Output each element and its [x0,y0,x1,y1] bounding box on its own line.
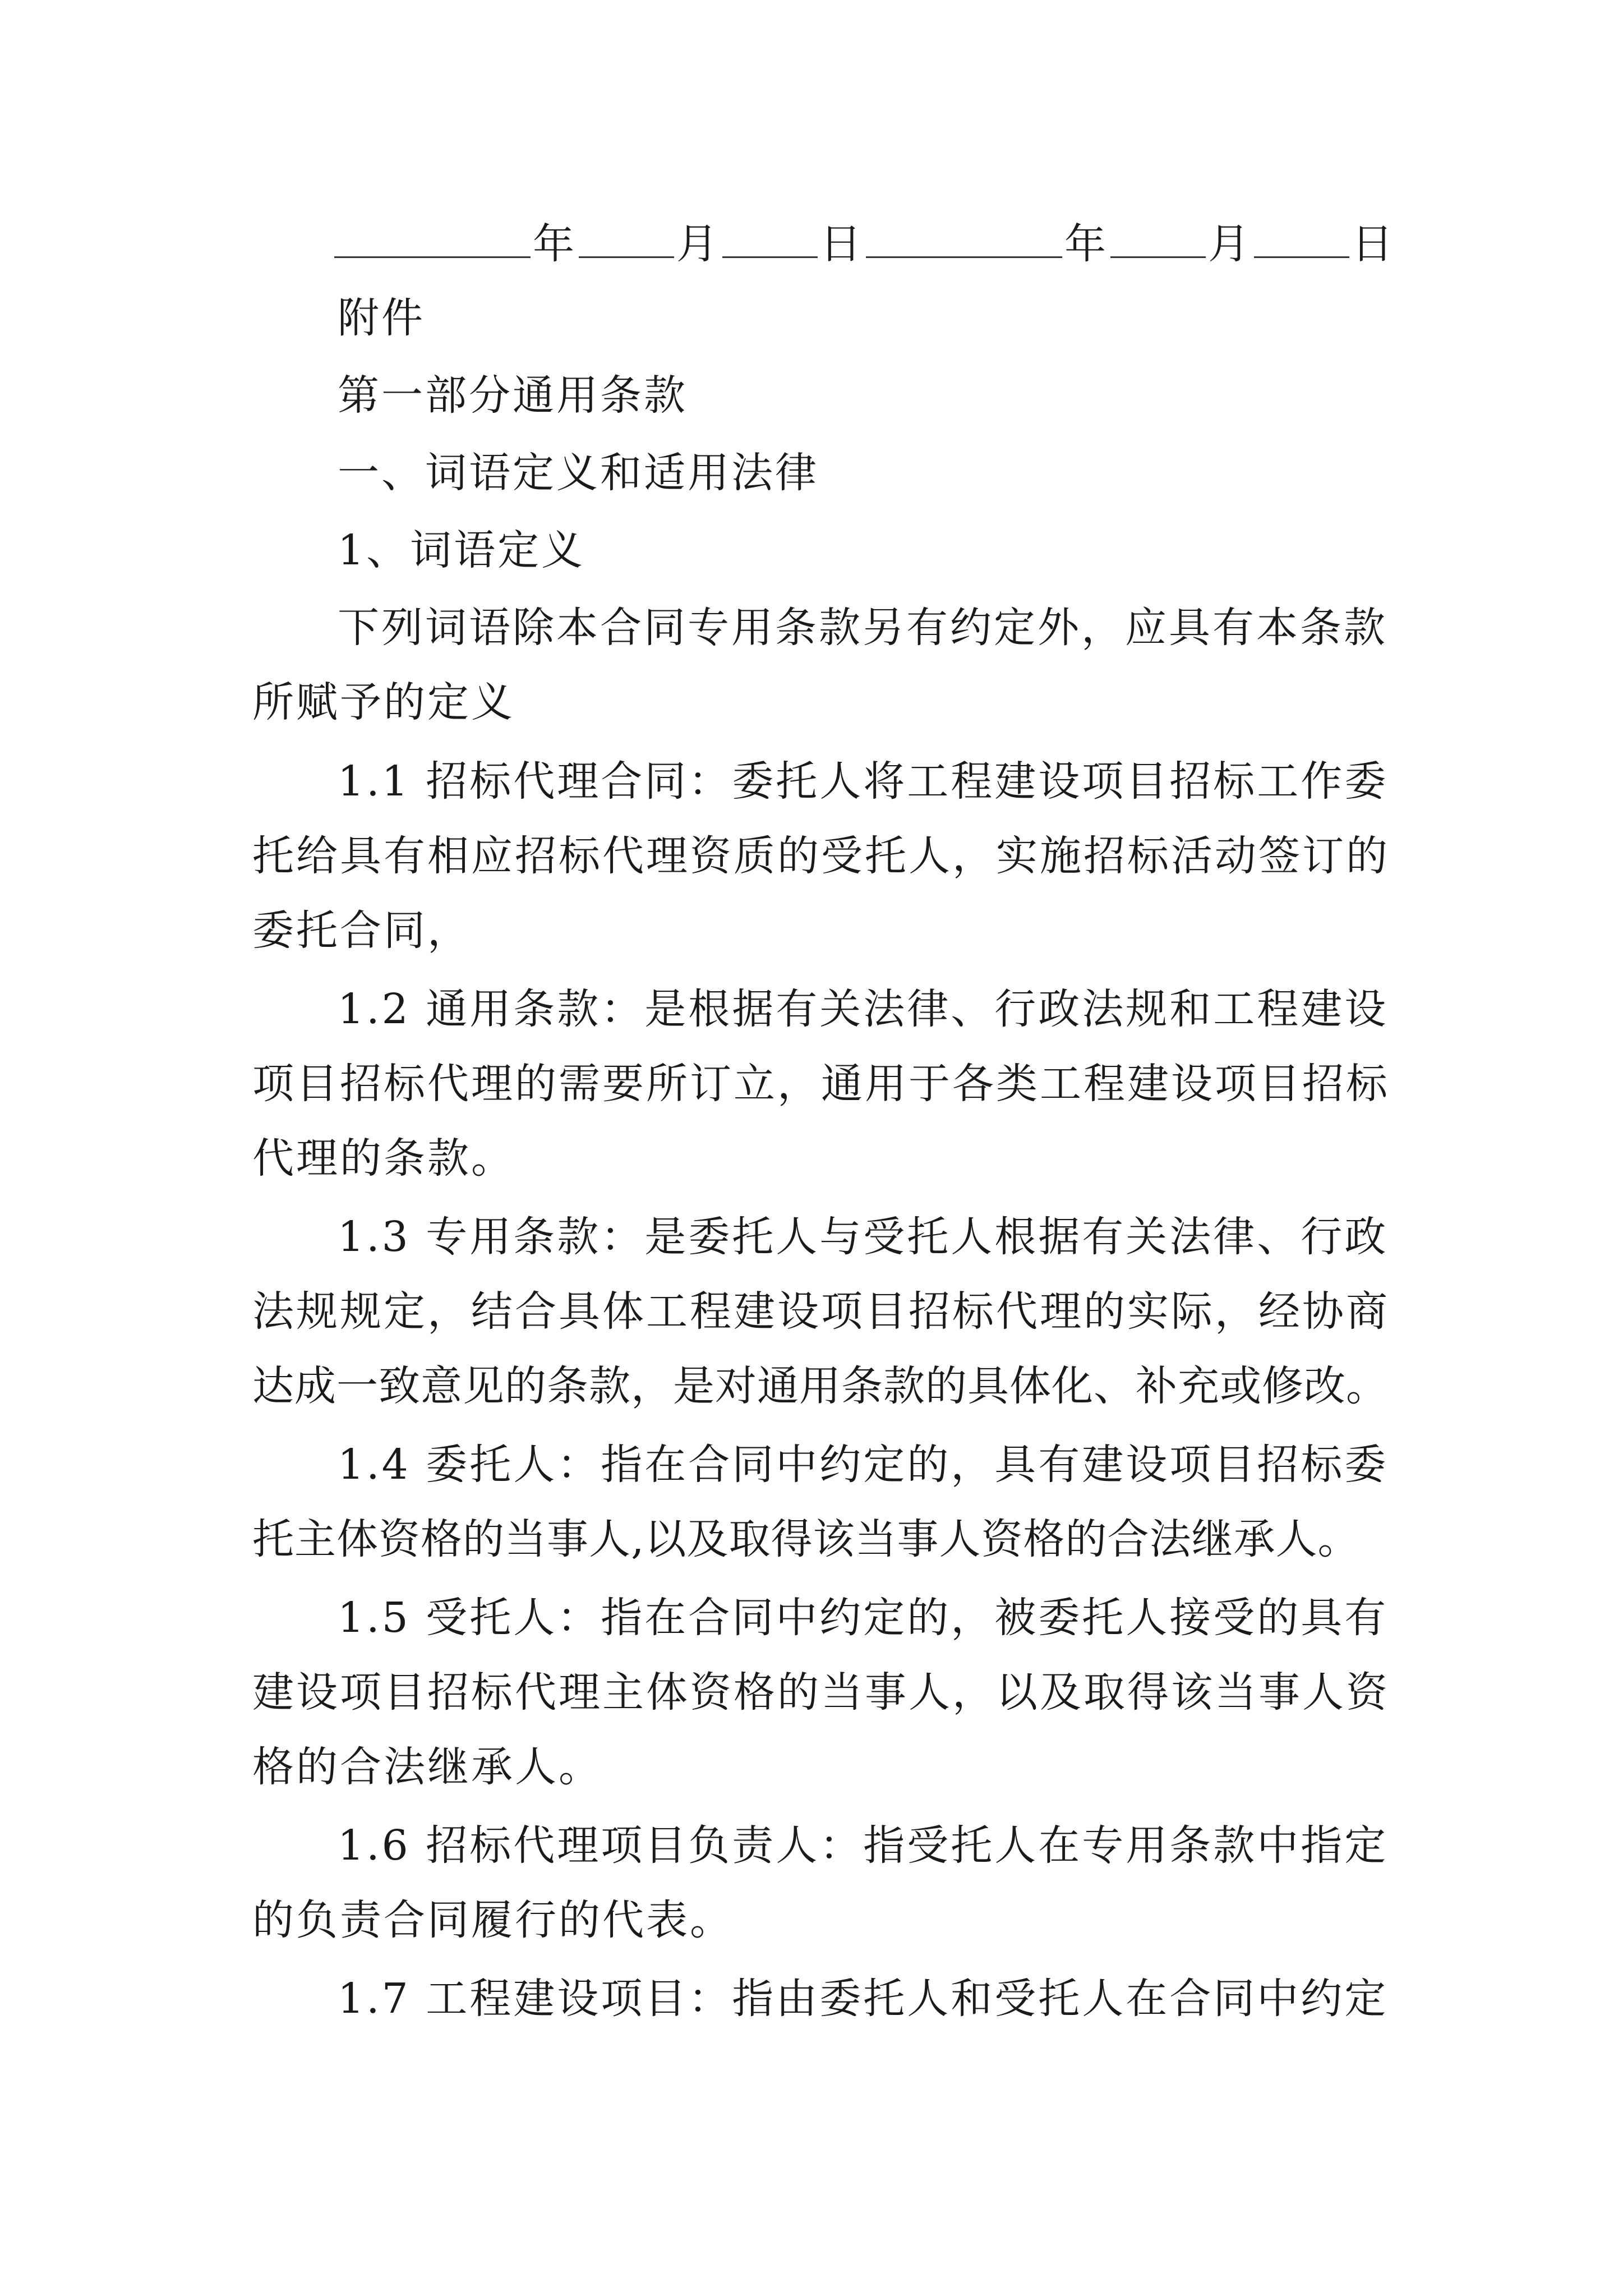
paragraph-line: 代理的条款。 [252,1134,515,1182]
month-label-2: 月 [1208,220,1252,268]
month-blank-2[interactable] [1110,222,1206,258]
paragraph-line: 托给具有相应招标代理资质的受托人，实施招标活动签订的 [252,832,1390,880]
paragraph-line: 所赋予的定义 [252,678,515,726]
clause-1-6: 1.6 招标代理项目负责人：指受托人在专用条款中指定 [338,1821,1389,1870]
paragraph-line: 格的合法继承人。 [252,1743,602,1791]
signature-date-line [334,220,1398,268]
clause-1-3: 1.3 专用条款：是委托人与受托人根据有关法律、行政 [338,1213,1389,1261]
day-blank-1[interactable] [722,222,818,258]
paragraph-line: 托主体资格的当事人,以及取得该当事人资格的合法继承人。 [252,1515,1360,1563]
paragraph-line: 下列词语除本合同专用条款另有约定外，应具有本条款 [338,604,1387,652]
clause-1-1: 1.1 招标代理合同：委托人将工程建设项目招标工作委 [338,757,1389,806]
month-label-1: 月 [676,220,720,268]
year-blank-1[interactable] [334,222,531,258]
month-blank-1[interactable] [579,222,674,258]
paragraph-line: 项目招标代理的需要所订立，通用于各类工程建设项目招标 [252,1060,1390,1108]
clause-1-2: 1.2 通用条款：是根据有关法律、行政法规和工程建设 [338,985,1389,1033]
subsection-heading: 1、词语定义 [338,526,585,574]
attachment-heading: 附件 [338,294,425,342]
paragraph-line: 法规规定，结合具体工程建设项目招标代理的实际，经协商 [252,1287,1390,1336]
section-heading: 一、词语定义和适用法律 [338,449,819,497]
day-label-2: 日 [1352,220,1395,268]
clause-1-4: 1.4 委托人：指在合同中约定的，具有建设项目招标委 [338,1441,1389,1489]
year-blank-2[interactable] [866,222,1062,258]
day-blank-2[interactable] [1254,222,1349,258]
paragraph-line: 达成一致意见的条款，是对通用条款的具体化、补充或修改。 [252,1362,1388,1410]
paragraph-line: 的负责合同履行的代表。 [252,1896,734,1944]
clause-1-5: 1.5 受托人：指在合同中约定的，被委托人接受的具有 [338,1594,1389,1642]
paragraph-line: 委托合同， [252,907,471,955]
year-label-2: 年 [1064,220,1108,268]
paragraph-line: 建设项目招标代理主体资格的当事人，以及取得该当事人资 [252,1668,1390,1717]
day-label-1: 日 [820,220,864,268]
clause-1-7: 1.7 工程建设项目：指由委托人和受托人在合同中约定 [338,1975,1389,2023]
part-one-heading: 第一部分通用条款 [338,371,688,420]
year-label-1: 年 [533,220,577,268]
